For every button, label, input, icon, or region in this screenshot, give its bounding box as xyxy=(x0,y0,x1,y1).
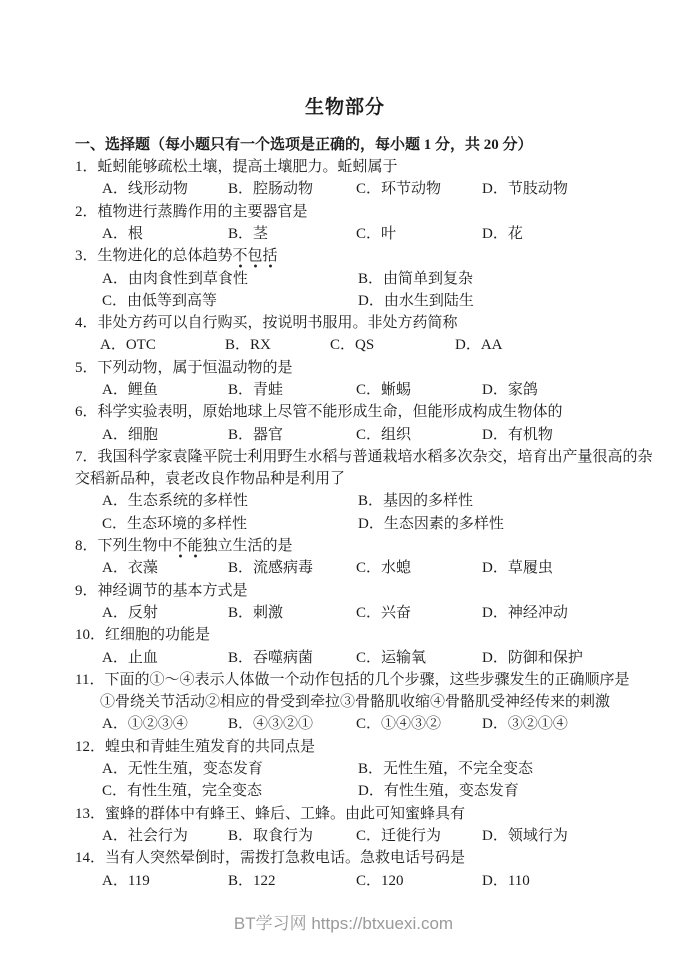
option-item: B．器官 xyxy=(228,426,284,443)
option-item: B．吞噬病菌 xyxy=(228,649,314,666)
option-item: A．119 xyxy=(102,872,150,889)
question-block xyxy=(75,803,615,848)
question-text-line: 7．我国科学家袁隆平院士利用野生水稻与普通栽培水稻多次杂交，培育出产量很高的杂 xyxy=(75,448,653,465)
option-item: A．根 xyxy=(102,225,143,242)
option-row xyxy=(75,379,615,401)
question-text-line: 1．蚯蚓能够疏松土壤，提高土壤肥力。蚯蚓属于 xyxy=(75,159,398,176)
question-block xyxy=(75,245,615,312)
option-row xyxy=(75,758,615,780)
option-item: B．取食行为 xyxy=(228,827,314,844)
option-item: D．领域行为 xyxy=(482,827,568,844)
option-item: D．家鸽 xyxy=(482,381,538,398)
option-item: B．122 xyxy=(228,872,276,889)
option-item: A．无性生殖，变态发育 xyxy=(102,761,263,778)
option-item: B．刺激 xyxy=(228,604,284,621)
option-item: D．草履虫 xyxy=(482,560,553,577)
option-item: C．水螅 xyxy=(356,560,412,577)
question-block xyxy=(75,312,615,357)
option-row xyxy=(75,223,615,245)
option-item: A．细胞 xyxy=(102,426,158,443)
option-item: D．节肢动物 xyxy=(482,181,568,198)
section-heading: 一、选择题（每小题只有一个选项是正确的，每小题 1 分，共 20 分） xyxy=(75,136,533,153)
question-list xyxy=(75,156,653,892)
question-text-line: ①骨绕关节活动②相应的骨受到牵拉③骨骼肌收缩④骨骼肌受神经传来的刺激 xyxy=(100,694,611,711)
question-block xyxy=(75,847,615,892)
document-content xyxy=(75,0,653,892)
option-row xyxy=(75,268,615,290)
option-item: C．有性生殖，完全变态 xyxy=(102,783,263,800)
option-item: A．止血 xyxy=(102,649,158,666)
question-block xyxy=(75,357,615,402)
option-item: D．防御和保护 xyxy=(482,649,583,666)
option-item: B．基因的多样性 xyxy=(358,493,474,510)
option-item: D．有性生殖，变态发育 xyxy=(358,783,519,800)
option-item: A．社会行为 xyxy=(102,827,188,844)
option-item: B．RX xyxy=(225,337,271,354)
option-row xyxy=(75,647,615,669)
option-item: D．110 xyxy=(482,872,530,889)
footer-text: BT学习网 https://btxuexi.com xyxy=(233,914,454,933)
option-item: C．120 xyxy=(356,872,404,889)
option-item: A．衣藻 xyxy=(102,560,158,577)
option-item: C．迁徙行为 xyxy=(356,827,442,844)
option-row xyxy=(75,780,615,802)
question-block xyxy=(75,535,615,580)
option-item: C．组织 xyxy=(356,426,412,443)
question-block xyxy=(75,201,615,246)
option-item: B．青蛙 xyxy=(228,381,284,398)
option-item: D．由水生到陆生 xyxy=(358,292,474,309)
question-text-line: 10．红细胞的功能是 xyxy=(75,627,211,644)
question-block xyxy=(75,580,615,625)
question-text-line: 4．非处方药可以自行购买，按说明书服用。非处方药简称 xyxy=(75,315,458,332)
option-item: D．③②①④ xyxy=(482,716,568,733)
question-text-line: 9．神经调节的基本方式是 xyxy=(75,582,248,599)
question-text-line: 8．下列生物中不能独立生活的是 xyxy=(75,535,615,557)
question-text-line: 交稻新品种，袁老改良作物品种是利用了 xyxy=(75,471,346,488)
option-row xyxy=(75,557,615,579)
question-block xyxy=(75,669,630,736)
option-item: A．反射 xyxy=(102,604,158,621)
option-row xyxy=(75,178,615,200)
option-item: A．生态系统的多样性 xyxy=(102,493,248,510)
option-item: C．运输氧 xyxy=(356,649,427,666)
option-item: C．兴奋 xyxy=(356,604,412,621)
emphasized-text: 不能 xyxy=(173,538,203,558)
option-item: C．蜥蜴 xyxy=(356,381,412,398)
option-item: A．OTC xyxy=(100,337,156,354)
option-item: D．AA xyxy=(455,337,503,354)
footer-watermark xyxy=(0,912,687,936)
option-item: D．有机物 xyxy=(482,426,553,443)
option-item: C．由低等到高等 xyxy=(102,292,218,309)
question-text-line: 3．生物进化的总体趋势不包括 xyxy=(75,245,615,267)
question-text-line: 12．蝗虫和青蛙生殖发育的共同点是 xyxy=(75,738,316,755)
option-item: A．由肉食性到草食性 xyxy=(102,270,248,287)
question-block xyxy=(75,446,653,535)
question-block xyxy=(75,156,615,201)
option-row xyxy=(75,513,615,535)
question-text-line: 5．下列动物，属于恒温动物的是 xyxy=(75,359,293,376)
option-item: C．生态环境的多样性 xyxy=(102,515,248,532)
question-text-line: 11．下面的①～④表示人体做一个动作包括的几个步骤，这些步骤发生的正确顺序是 xyxy=(75,671,630,688)
option-item: C．①④③② xyxy=(356,716,442,733)
option-item: D．生态因素的多样性 xyxy=(358,515,504,532)
option-item: A．线形动物 xyxy=(102,181,188,198)
option-item: B．无性生殖，不完全变态 xyxy=(358,761,534,778)
option-item: B．④③②① xyxy=(228,716,314,733)
option-item: B．茎 xyxy=(228,225,269,242)
option-row xyxy=(75,424,615,446)
option-item: C．叶 xyxy=(356,225,397,242)
option-item: C．环节动物 xyxy=(356,181,442,198)
question-text-line: 14．当有人突然晕倒时，需拨打急救电话。急救电话号码是 xyxy=(75,850,466,867)
option-item: A．①②③④ xyxy=(102,716,188,733)
option-item: C．QS xyxy=(330,337,375,354)
question-block xyxy=(75,624,615,669)
option-row xyxy=(75,825,615,847)
option-item: B．由简单到复杂 xyxy=(358,270,474,287)
option-row xyxy=(75,334,615,356)
page-title: 生物部分 xyxy=(304,96,385,118)
question-text-line: 2．植物进行蒸腾作用的主要器官是 xyxy=(75,203,308,220)
option-row xyxy=(75,490,615,512)
question-text-line: 13．蜜蜂的群体中有蜂王、蜂后、工蜂。由此可知蜜蜂具有 xyxy=(75,805,466,822)
option-item: D．神经冲动 xyxy=(482,604,568,621)
option-row xyxy=(75,602,615,624)
option-item: B．腔肠动物 xyxy=(228,181,314,198)
option-item: B．流感病毒 xyxy=(228,560,314,577)
question-block xyxy=(75,401,615,446)
option-row xyxy=(75,713,615,735)
option-row xyxy=(75,290,615,312)
question-text-line: 6．科学实验表明，原始地球上尽管不能形成生命，但能形成构成生物体的 xyxy=(75,404,563,421)
option-item: A．鲤鱼 xyxy=(102,381,158,398)
question-block xyxy=(75,736,615,803)
option-item: D．花 xyxy=(482,225,523,242)
option-row xyxy=(75,870,615,892)
emphasized-text: 不包括 xyxy=(233,248,278,268)
